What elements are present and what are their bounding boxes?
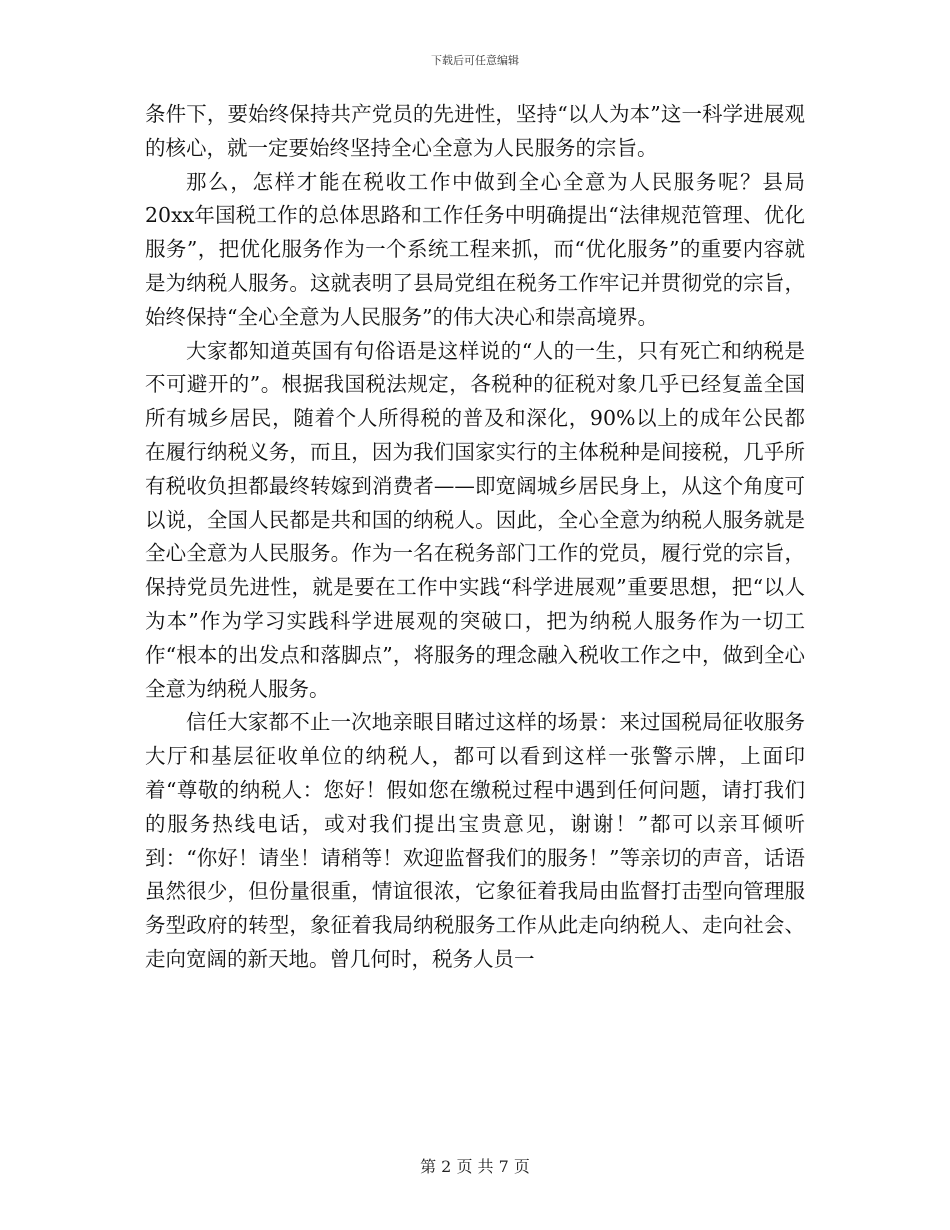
page-header-note: 下载后可任意编辑 [431, 54, 519, 67]
paragraph: 大家都知道英国有句俗语是这样说的“人的一生，只有死亡和纳税是不可避开的”。根据我国税法规定，各税种的征税对象几乎已经复盖全国所有城乡居民，随着个人所得税的普及和深化，90%以上的成年公民都在履行纳税义务，而且，因为我们国家实行的主体税种是间接税，几乎所有税收负担都最终转嫁到消费者——即宽阔城乡居民身上，从这个角度可以说，全国人民都是共和国的纳税人。因此，全心全意为纳税人服务就是全心全意为人民服务。作为一名在税务部门工作的党员，履行党的宗旨，保持党员先进性，就是要在工作中实践“科学进展观”重要思想，把“以人为本”作为学习实践科学进展观的突破口，把为纳税人服务作为一切工作“根本的出发点和落脚点”，将服务的理念融入税收工作之中，做到全心全意为纳税人服务。 [145, 338, 805, 701]
paragraph-continued: 条件下，要始终保持共产党员的先进性，坚持“以人为本”这一科学进展观的核心，就一定要始终坚持全心全意为人民服务的宗旨。 [145, 102, 805, 160]
document-body [145, 98, 805, 977]
paragraph: 信任大家都不止一次地亲眼目睹过这样的场景：来过国税局征收服务大厅和基层征收单位的纳税人，都可以看到这样一张警示牌，上面印着“尊敬的纳税人：您好！假如您在缴税过程中遇到任何问题，请打我们的服务热线电话，或对我们提出宝贵意见，谢谢！”都可以亲耳倾听到：“你好！请坐！请稍等！欢迎监督我们的服务！”等亲切的声音，话语虽然很少，但份量很重，情谊很浓，它象征着我局由监督打击型向管理服务型政府的转型，象征着我局纳税服务工作从此走向纳税人、走向社会、走向宽阔的新天地。曾几何时，税务人员一 [145, 710, 805, 971]
page-number-footer: 第 2 页 共 7 页 [420, 1157, 530, 1176]
paragraph: 那么，怎样才能在税收工作中做到全心全意为人民服务呢？县局20xx年国税工作的总体思路和工作任务中明确提出“法律规范管理、优化服务”，把优化服务作为一个系统工程来抓，而“优化服务”的重要内容就是为纳税人服务。这就表明了县局党组在税务工作牢记并贯彻党的宗旨，始终保持“全心全意为人民服务”的伟大决心和崇高境界。 [145, 169, 805, 329]
